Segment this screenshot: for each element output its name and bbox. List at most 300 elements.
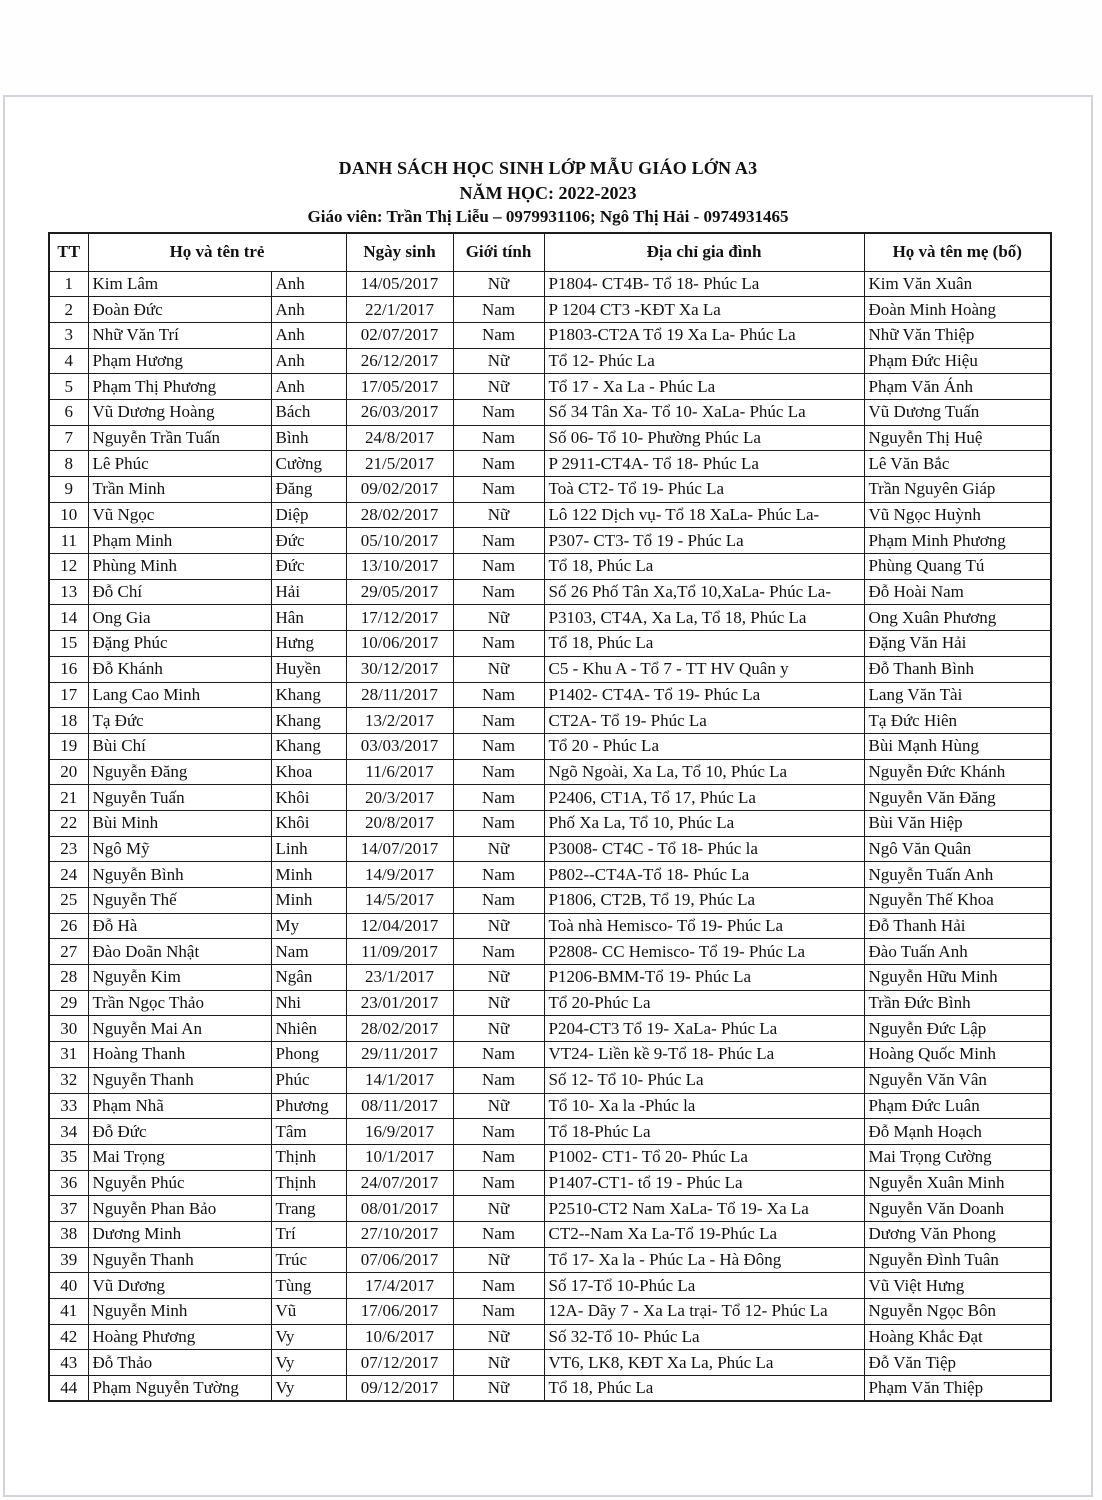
- cell-tt: 8: [49, 451, 88, 477]
- cell-tt: 13: [49, 579, 88, 605]
- cell-parent: Nguyễn Đức Lập: [864, 1016, 1051, 1042]
- cell-parent: Hoàng Quốc Minh: [864, 1042, 1051, 1068]
- table-row: [49, 1093, 1051, 1119]
- cell-dob: 29/05/2017: [346, 579, 453, 605]
- cell-gender: Nam: [453, 1144, 544, 1170]
- cell-name1: Trần Ngọc Thảo: [88, 990, 271, 1016]
- cell-dob: 17/06/2017: [346, 1299, 453, 1325]
- table-row: [49, 1324, 1051, 1350]
- cell-tt: 19: [49, 733, 88, 759]
- cell-gender: Nam: [453, 1170, 544, 1196]
- cell-gender: Nam: [453, 682, 544, 708]
- cell-name2: Khang: [271, 708, 346, 734]
- cell-parent: Mai Trọng Cường: [864, 1144, 1051, 1170]
- cell-name1: Vũ Ngọc: [88, 502, 271, 528]
- header-child-name: Họ và tên trẻ: [88, 233, 346, 271]
- cell-tt: 14: [49, 605, 88, 631]
- cell-name2: Khôi: [271, 785, 346, 811]
- cell-tt: 16: [49, 656, 88, 682]
- cell-address: Tổ 18, Phúc La: [544, 554, 864, 580]
- cell-name1: Hoàng Phương: [88, 1324, 271, 1350]
- cell-parent: Vũ Dương Tuấn: [864, 399, 1051, 425]
- cell-name2: Anh: [271, 322, 346, 348]
- cell-address: P2406, CT1A, Tổ 17, Phúc La: [544, 785, 864, 811]
- cell-dob: 14/07/2017: [346, 836, 453, 862]
- cell-dob: 22/1/2017: [346, 297, 453, 323]
- cell-tt: 30: [49, 1016, 88, 1042]
- doc-school-year: NĂM HỌC: 2022-2023: [459, 183, 637, 203]
- cell-gender: Nam: [453, 1067, 544, 1093]
- cell-gender: Nữ: [453, 656, 544, 682]
- cell-tt: 35: [49, 1144, 88, 1170]
- cell-address: P204-CT3 Tổ 19- XaLa- Phúc La: [544, 1016, 864, 1042]
- cell-dob: 03/03/2017: [346, 733, 453, 759]
- cell-tt: 40: [49, 1273, 88, 1299]
- table-row: [49, 605, 1051, 631]
- cell-name1: Nguyễn Trần Tuấn: [88, 425, 271, 451]
- cell-gender: Nữ: [453, 1247, 544, 1273]
- cell-name1: Vũ Dương Hoàng: [88, 399, 271, 425]
- cell-address: Số 34 Tân Xa- Tổ 10- XaLa- Phúc La: [544, 399, 864, 425]
- cell-dob: 07/06/2017: [346, 1247, 453, 1273]
- cell-gender: Nam: [453, 708, 544, 734]
- cell-name2: Trí: [271, 1221, 346, 1247]
- cell-tt: 18: [49, 708, 88, 734]
- cell-address: Tổ 17 - Xa La - Phúc La: [544, 374, 864, 400]
- cell-name1: Phạm Nguyễn Tường: [88, 1376, 271, 1402]
- table-row: [49, 1350, 1051, 1376]
- cell-address: P 2911-CT4A- Tổ 18- Phúc La: [544, 451, 864, 477]
- cell-name2: Phong: [271, 1042, 346, 1068]
- header-parent-name: Họ và tên mẹ (bố): [864, 233, 1051, 271]
- cell-name1: Nguyễn Thanh: [88, 1247, 271, 1273]
- cell-address: Tổ 18-Phúc La: [544, 1119, 864, 1145]
- cell-address: Tổ 10- Xa la -Phúc la: [544, 1093, 864, 1119]
- cell-address: P3103, CT4A, Xa La, Tổ 18, Phúc La: [544, 605, 864, 631]
- cell-address: P2510-CT2 Nam XaLa- Tổ 19- Xa La: [544, 1196, 864, 1222]
- cell-parent: Nguyễn Văn Vân: [864, 1067, 1051, 1093]
- cell-address: Số 17-Tổ 10-Phúc La: [544, 1273, 864, 1299]
- cell-dob: 24/07/2017: [346, 1170, 453, 1196]
- cell-name1: Ong Gia: [88, 605, 271, 631]
- cell-gender: Nữ: [453, 348, 544, 374]
- cell-address: Tổ 18, Phúc La: [544, 631, 864, 657]
- cell-tt: 27: [49, 939, 88, 965]
- cell-name1: Nhữ Văn Trí: [88, 322, 271, 348]
- cell-parent: Đỗ Thanh Hải: [864, 913, 1051, 939]
- cell-dob: 23/01/2017: [346, 990, 453, 1016]
- cell-address: P1806, CT2B, Tổ 19, Phúc La: [544, 888, 864, 914]
- cell-name2: Đức: [271, 554, 346, 580]
- cell-parent: Nhữ Văn Thiệp: [864, 322, 1051, 348]
- cell-tt: 41: [49, 1299, 88, 1325]
- table-row: [49, 1273, 1051, 1299]
- cell-parent: Vũ Việt Hưng: [864, 1273, 1051, 1299]
- cell-name1: Kim Lâm: [88, 271, 271, 297]
- cell-gender: Nữ: [453, 502, 544, 528]
- cell-tt: 36: [49, 1170, 88, 1196]
- cell-name2: Phương: [271, 1093, 346, 1119]
- cell-address: Tổ 20 - Phúc La: [544, 733, 864, 759]
- cell-parent: Nguyễn Văn Doanh: [864, 1196, 1051, 1222]
- cell-name1: Phạm Hương: [88, 348, 271, 374]
- student-table-body: [49, 271, 1051, 1401]
- cell-parent: Đặng Văn Hải: [864, 631, 1051, 657]
- cell-dob: 13/2/2017: [346, 708, 453, 734]
- cell-name2: Khang: [271, 733, 346, 759]
- table-row: [49, 708, 1051, 734]
- cell-parent: Ngô Văn Quân: [864, 836, 1051, 862]
- cell-tt: 43: [49, 1350, 88, 1376]
- cell-parent: Ong Xuân Phương: [864, 605, 1051, 631]
- cell-address: P 1204 CT3 -KĐT Xa La: [544, 297, 864, 323]
- cell-name2: My: [271, 913, 346, 939]
- cell-tt: 28: [49, 965, 88, 991]
- cell-tt: 20: [49, 759, 88, 785]
- cell-address: P1803-CT2A Tổ 19 Xa La- Phúc La: [544, 322, 864, 348]
- cell-gender: Nam: [453, 733, 544, 759]
- cell-gender: Nam: [453, 399, 544, 425]
- cell-address: Số 12- Tổ 10- Phúc La: [544, 1067, 864, 1093]
- cell-gender: Nữ: [453, 965, 544, 991]
- cell-dob: 17/05/2017: [346, 374, 453, 400]
- cell-gender: Nữ: [453, 913, 544, 939]
- cell-dob: 10/6/2017: [346, 1324, 453, 1350]
- cell-dob: 28/11/2017: [346, 682, 453, 708]
- cell-tt: 3: [49, 322, 88, 348]
- cell-tt: 32: [49, 1067, 88, 1093]
- cell-dob: 14/5/2017: [346, 888, 453, 914]
- cell-parent: Phạm Văn Ánh: [864, 374, 1051, 400]
- cell-tt: 10: [49, 502, 88, 528]
- cell-name1: Đoàn Đức: [88, 297, 271, 323]
- cell-name2: Hân: [271, 605, 346, 631]
- cell-name1: Đỗ Khánh: [88, 656, 271, 682]
- cell-gender: Nữ: [453, 990, 544, 1016]
- table-row: [49, 1299, 1051, 1325]
- cell-dob: 16/9/2017: [346, 1119, 453, 1145]
- table-row: [49, 477, 1051, 503]
- cell-name1: Phạm Minh: [88, 528, 271, 554]
- cell-address: VT6, LK8, KĐT Xa La, Phúc La: [544, 1350, 864, 1376]
- cell-gender: Nam: [453, 1273, 544, 1299]
- cell-parent: Nguyễn Thị Huệ: [864, 425, 1051, 451]
- cell-parent: Đoàn Minh Hoàng: [864, 297, 1051, 323]
- cell-address: Số 06- Tổ 10- Phường Phúc La: [544, 425, 864, 451]
- cell-tt: 39: [49, 1247, 88, 1273]
- cell-name1: Nguyễn Đăng: [88, 759, 271, 785]
- table-row: [49, 888, 1051, 914]
- table-row: [49, 451, 1051, 477]
- cell-parent: Trần Nguyên Giáp: [864, 477, 1051, 503]
- cell-gender: Nam: [453, 631, 544, 657]
- cell-name2: Linh: [271, 836, 346, 862]
- cell-tt: 2: [49, 297, 88, 323]
- cell-dob: 26/03/2017: [346, 399, 453, 425]
- cell-parent: Hoàng Khắc Đạt: [864, 1324, 1051, 1350]
- table-row: [49, 939, 1051, 965]
- table-row: [49, 1196, 1051, 1222]
- cell-name1: Nguyễn Phúc: [88, 1170, 271, 1196]
- cell-tt: 12: [49, 554, 88, 580]
- cell-parent: Phùng Quang Tú: [864, 554, 1051, 580]
- table-row: [49, 759, 1051, 785]
- cell-tt: 33: [49, 1093, 88, 1119]
- table-row: [49, 271, 1051, 297]
- header-row: [49, 233, 1051, 271]
- cell-name1: Nguyễn Mai An: [88, 1016, 271, 1042]
- cell-name1: Vũ Dương: [88, 1273, 271, 1299]
- cell-gender: Nam: [453, 759, 544, 785]
- cell-name2: Hải: [271, 579, 346, 605]
- cell-name2: Bách: [271, 399, 346, 425]
- cell-name1: Đỗ Đức: [88, 1119, 271, 1145]
- cell-gender: Nữ: [453, 1093, 544, 1119]
- cell-gender: Nam: [453, 425, 544, 451]
- cell-address: Toà nhà Hemisco- Tổ 19- Phúc La: [544, 913, 864, 939]
- cell-address: CT2A- Tổ 19- Phúc La: [544, 708, 864, 734]
- cell-address: P3008- CT4C - Tổ 18- Phúc la: [544, 836, 864, 862]
- cell-parent: Vũ Ngọc Huỳnh: [864, 502, 1051, 528]
- cell-dob: 24/8/2017: [346, 425, 453, 451]
- cell-name1: Dương Minh: [88, 1221, 271, 1247]
- cell-name2: Vy: [271, 1350, 346, 1376]
- header-gender: Giới tính: [453, 233, 544, 271]
- table-row: [49, 836, 1051, 862]
- cell-address: Số 26 Phố Tân Xa,Tổ 10,XaLa- Phúc La-: [544, 579, 864, 605]
- cell-address: P1402- CT4A- Tổ 19- Phúc La: [544, 682, 864, 708]
- cell-name2: Trang: [271, 1196, 346, 1222]
- cell-parent: Phạm Minh Phương: [864, 528, 1051, 554]
- cell-name2: Huyền: [271, 656, 346, 682]
- cell-dob: 28/02/2017: [346, 1016, 453, 1042]
- doc-title: DANH SÁCH HỌC SINH LỚP MẪU GIÁO LỚN A3: [338, 158, 758, 178]
- cell-dob: 21/5/2017: [346, 451, 453, 477]
- cell-name2: Khoa: [271, 759, 346, 785]
- table-row: [49, 631, 1051, 657]
- table-row: [49, 810, 1051, 836]
- cell-tt: 21: [49, 785, 88, 811]
- table-row: [49, 1042, 1051, 1068]
- cell-name2: Khang: [271, 682, 346, 708]
- cell-gender: Nam: [453, 939, 544, 965]
- cell-gender: Nữ: [453, 836, 544, 862]
- cell-address: 12A- Dãy 7 - Xa La trại- Tổ 12- Phúc La: [544, 1299, 864, 1325]
- table-row: [49, 1376, 1051, 1402]
- cell-gender: Nữ: [453, 271, 544, 297]
- table-row: [49, 862, 1051, 888]
- cell-dob: 08/01/2017: [346, 1196, 453, 1222]
- cell-parent: Kim Văn Xuân: [864, 271, 1051, 297]
- cell-name2: Vũ: [271, 1299, 346, 1325]
- cell-name1: Đào Doãn Nhật: [88, 939, 271, 965]
- cell-dob: 09/02/2017: [346, 477, 453, 503]
- cell-gender: Nữ: [453, 1324, 544, 1350]
- cell-name1: Nguyễn Bình: [88, 862, 271, 888]
- cell-name2: Đức: [271, 528, 346, 554]
- cell-parent: Lê Văn Bắc: [864, 451, 1051, 477]
- cell-name2: Cường: [271, 451, 346, 477]
- cell-parent: Phạm Đức Luân: [864, 1093, 1051, 1119]
- cell-address: P802--CT4A-Tổ 18- Phúc La: [544, 862, 864, 888]
- cell-name1: Đặng Phúc: [88, 631, 271, 657]
- cell-parent: Dương Văn Phong: [864, 1221, 1051, 1247]
- cell-parent: Đỗ Thanh Bình: [864, 656, 1051, 682]
- cell-tt: 34: [49, 1119, 88, 1145]
- table-row: [49, 913, 1051, 939]
- table-row: [49, 399, 1051, 425]
- table-row: [49, 1067, 1051, 1093]
- cell-dob: 14/1/2017: [346, 1067, 453, 1093]
- cell-tt: 26: [49, 913, 88, 939]
- cell-name2: Minh: [271, 862, 346, 888]
- cell-dob: 13/10/2017: [346, 554, 453, 580]
- table-row: [49, 656, 1051, 682]
- cell-name1: Bùi Chí: [88, 733, 271, 759]
- table-row: [49, 579, 1051, 605]
- cell-gender: Nam: [453, 1299, 544, 1325]
- table-row: [49, 733, 1051, 759]
- cell-parent: Đỗ Văn Tiệp: [864, 1350, 1051, 1376]
- cell-address: Số 32-Tổ 10- Phúc La: [544, 1324, 864, 1350]
- cell-parent: Bùi Văn Hiệp: [864, 810, 1051, 836]
- cell-name1: Trần Minh: [88, 477, 271, 503]
- cell-gender: Nam: [453, 528, 544, 554]
- cell-name1: Phùng Minh: [88, 554, 271, 580]
- cell-address: Tổ 20-Phúc La: [544, 990, 864, 1016]
- table-row: [49, 785, 1051, 811]
- cell-address: Tổ 18, Phúc La: [544, 1376, 864, 1402]
- cell-address: Lô 122 Dịch vụ- Tổ 18 XaLa- Phúc La-: [544, 502, 864, 528]
- table-row: [49, 425, 1051, 451]
- cell-name1: Nguyễn Phan Bảo: [88, 1196, 271, 1222]
- cell-name2: Minh: [271, 888, 346, 914]
- cell-parent: Nguyễn Tuấn Anh: [864, 862, 1051, 888]
- cell-gender: Nam: [453, 579, 544, 605]
- cell-address: P307- CT3- Tổ 19 - Phúc La: [544, 528, 864, 554]
- cell-address: CT2--Nam Xa La-Tổ 19-Phúc La: [544, 1221, 864, 1247]
- cell-gender: Nam: [453, 451, 544, 477]
- cell-tt: 9: [49, 477, 88, 503]
- cell-name2: Khôi: [271, 810, 346, 836]
- table-row: [49, 348, 1051, 374]
- cell-tt: 38: [49, 1221, 88, 1247]
- table-row: [49, 965, 1051, 991]
- cell-address: P1804- CT4B- Tổ 18- Phúc La: [544, 271, 864, 297]
- cell-name1: Mai Trọng: [88, 1144, 271, 1170]
- cell-gender: Nam: [453, 888, 544, 914]
- cell-address: VT24- Liền kề 9-Tổ 18- Phúc La: [544, 1042, 864, 1068]
- cell-tt: 44: [49, 1376, 88, 1402]
- cell-gender: Nam: [453, 1119, 544, 1145]
- cell-dob: 30/12/2017: [346, 656, 453, 682]
- cell-parent: Đào Tuấn Anh: [864, 939, 1051, 965]
- table-row: [49, 990, 1051, 1016]
- cell-name2: Anh: [271, 271, 346, 297]
- cell-name2: Vy: [271, 1324, 346, 1350]
- cell-tt: 23: [49, 836, 88, 862]
- table-row: [49, 322, 1051, 348]
- cell-name2: Thịnh: [271, 1144, 346, 1170]
- cell-name1: Nguyễn Thế: [88, 888, 271, 914]
- document-page: [3, 95, 1093, 1497]
- cell-gender: Nam: [453, 1221, 544, 1247]
- cell-name1: Nguyễn Tuấn: [88, 785, 271, 811]
- cell-tt: 11: [49, 528, 88, 554]
- cell-gender: Nam: [453, 477, 544, 503]
- cell-name2: Anh: [271, 374, 346, 400]
- cell-name1: Lê Phúc: [88, 451, 271, 477]
- cell-name2: Anh: [271, 297, 346, 323]
- cell-tt: 4: [49, 348, 88, 374]
- cell-address: P2808- CC Hemisco- Tổ 19- Phúc La: [544, 939, 864, 965]
- cell-name1: Đỗ Hà: [88, 913, 271, 939]
- cell-gender: Nữ: [453, 1196, 544, 1222]
- cell-tt: 22: [49, 810, 88, 836]
- cell-gender: Nữ: [453, 1350, 544, 1376]
- cell-dob: 17/4/2017: [346, 1273, 453, 1299]
- cell-name2: Đăng: [271, 477, 346, 503]
- cell-parent: Đỗ Mạnh Hoạch: [864, 1119, 1051, 1145]
- cell-parent: Nguyễn Hữu Minh: [864, 965, 1051, 991]
- cell-parent: Trần Đức Bình: [864, 990, 1051, 1016]
- cell-dob: 12/04/2017: [346, 913, 453, 939]
- cell-name2: Tùng: [271, 1273, 346, 1299]
- cell-address: Tổ 12- Phúc La: [544, 348, 864, 374]
- cell-dob: 29/11/2017: [346, 1042, 453, 1068]
- table-row: [49, 1170, 1051, 1196]
- table-row: [49, 682, 1051, 708]
- cell-name2: Tâm: [271, 1119, 346, 1145]
- cell-dob: 26/12/2017: [346, 348, 453, 374]
- cell-gender: Nam: [453, 1042, 544, 1068]
- cell-name1: Tạ Đức: [88, 708, 271, 734]
- cell-gender: Nam: [453, 322, 544, 348]
- cell-gender: Nam: [453, 785, 544, 811]
- cell-parent: Nguyễn Xuân Minh: [864, 1170, 1051, 1196]
- cell-name2: Nam: [271, 939, 346, 965]
- cell-address: Toà CT2- Tổ 19- Phúc La: [544, 477, 864, 503]
- cell-name2: Phúc: [271, 1067, 346, 1093]
- cell-address: P1407-CT1- tổ 19 - Phúc La: [544, 1170, 864, 1196]
- cell-tt: 1: [49, 271, 88, 297]
- cell-name1: Nguyễn Kim: [88, 965, 271, 991]
- cell-address: Ngõ Ngoài, Xa La, Tổ 10, Phúc La: [544, 759, 864, 785]
- cell-dob: 02/07/2017: [346, 322, 453, 348]
- cell-name2: Nhiên: [271, 1016, 346, 1042]
- cell-name2: Trúc: [271, 1247, 346, 1273]
- student-table-header: [49, 233, 1051, 271]
- cell-gender: Nam: [453, 554, 544, 580]
- cell-tt: 5: [49, 374, 88, 400]
- cell-name2: Hưng: [271, 631, 346, 657]
- cell-address: P1002- CT1- Tổ 20- Phúc La: [544, 1144, 864, 1170]
- cell-gender: Nữ: [453, 605, 544, 631]
- cell-name1: Hoàng Thanh: [88, 1042, 271, 1068]
- cell-parent: Nguyễn Đình Tuân: [864, 1247, 1051, 1273]
- cell-dob: 20/8/2017: [346, 810, 453, 836]
- cell-name1: Đỗ Thảo: [88, 1350, 271, 1376]
- cell-name2: Bình: [271, 425, 346, 451]
- header-tt: TT: [49, 233, 88, 271]
- cell-name1: Lang Cao Minh: [88, 682, 271, 708]
- cell-tt: 24: [49, 862, 88, 888]
- cell-tt: 29: [49, 990, 88, 1016]
- cell-parent: Phạm Văn Thiệp: [864, 1376, 1051, 1402]
- table-row: [49, 1016, 1051, 1042]
- document-header: [5, 155, 1091, 229]
- table-row: [49, 554, 1051, 580]
